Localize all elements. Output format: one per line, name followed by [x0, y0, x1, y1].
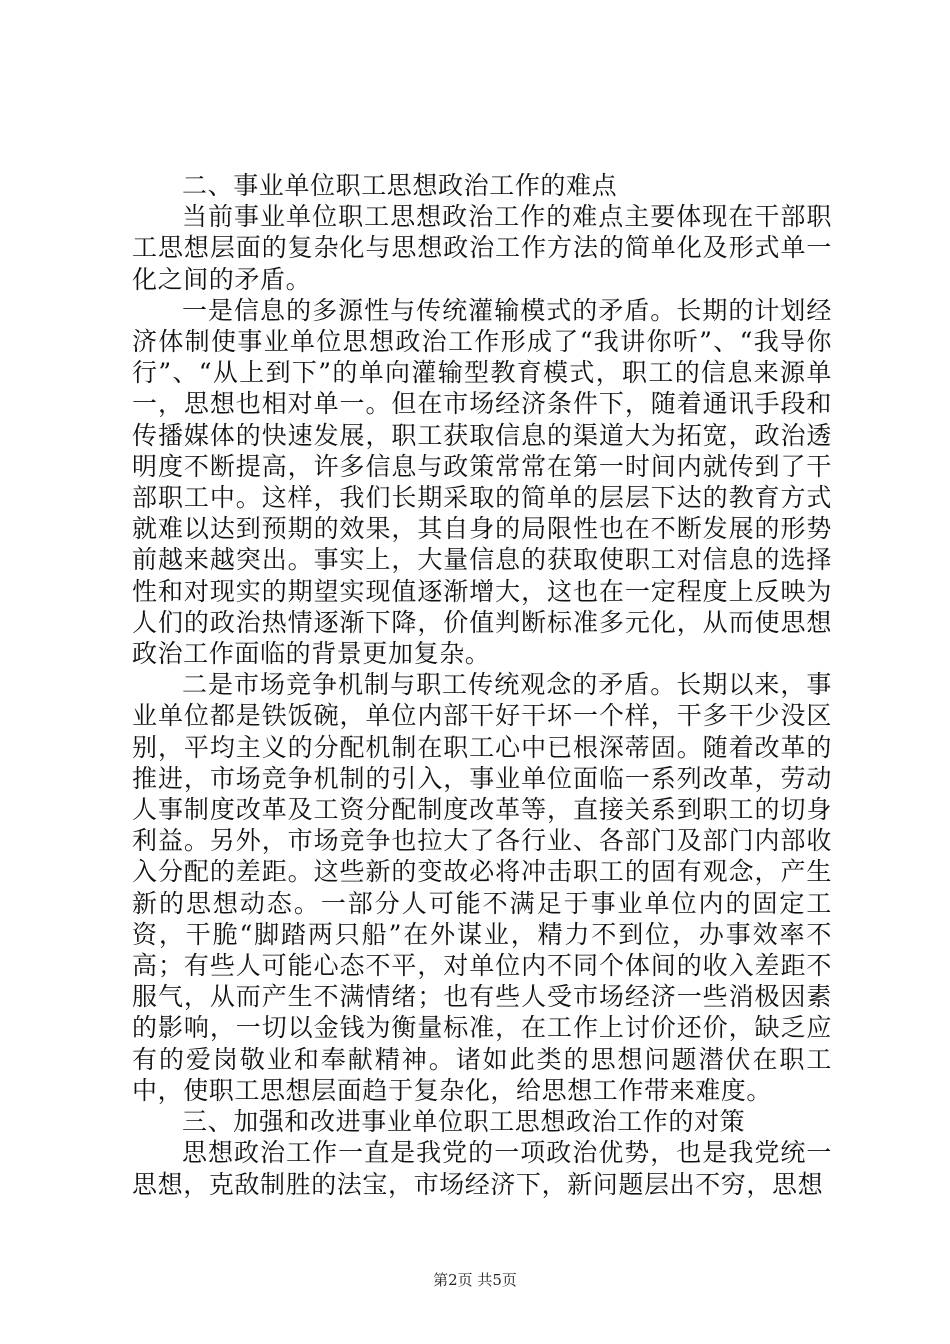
- paragraph-point-2: 二是市场竞争机制与职工传统观念的矛盾。长期以来，事业单位都是铁饭碗，单位内部干好干坏一个样，干多干少没区别，平均主义的分配机制在职工心中已根深蒂固。随着改革的推进，市场竞争机制的引入，事业单位面临一系列改革，劳动人事制度改革及工资分配制度改革等，直接关系到职工的切身利益。另外，市场竞争也拉大了各行业、各部门及部门内部收入分配的差距。这些新的变故必将冲击职工的固有观念，产生新的思想动态。一部分人可能不满足于事业单位内的固定工资，干脆“脚踏两只船”在外谋业，精力不到位，办事效率不高；有些人可能心态不平，对单位内不同个体间的收入差距不服气，从而产生不满情绪；也有些人受市场经济一些消极因素的影响，一切以金钱为衡量标准，在工作上讨价还价，缺乏应有的爱岗敬业和奉献精神。诸如此类的思想问题潜伏在职工中，使职工思想层面趋于复杂化，给思想工作带来难度。: [132, 670, 832, 1105]
- paragraph-intro: 当前事业单位职工思想政治工作的难点主要体现在干部职工思想层面的复杂化与思想政治工作方法的简单化及形式单一化之间的矛盾。: [132, 202, 832, 294]
- section-heading-3: 三、加强和改进事业单位职工思想政治工作的对策: [182, 1107, 746, 1137]
- paragraph-point-1: 一是信息的多源性与传统灌输模式的矛盾。长期的计划经济体制使事业单位思想政治工作形成了“我讲你听”、“我导你行”、“从上到下”的单向灌输型教育模式，职工的信息来源单一，思想也相对单一。但在市场经济条件下，随着通讯手段和传播媒体的快速发展，职工获取信息的渠道大为拓宽，政治透明度不断提高，许多信息与政策常常在第一时间内就传到了干部职工中。这样，我们长期采取的简单的层层下达的教育方式就难以达到预期的效果，其自身的局限性也在不断发展的形势前越来越突出。事实上，大量信息的获取使职工对信息的选择性和对现实的期望实现值逐渐增大，这也在一定程度上反映为人们的政治热情逐渐下降，价值判断标准多元化，从而使思想政治工作面临的背景更加复杂。: [132, 295, 832, 669]
- section-heading-2: 二、事业单位职工思想政治工作的难点: [182, 171, 618, 200]
- page-footer: 第2页 共5页: [433, 1271, 517, 1289]
- body-text: [132, 170, 832, 1200]
- paragraph-countermeasures: 思想政治工作一直是我党的一项政治优势，也是我党统一思想，克敌制胜的法宝，市场经济下，新问题层出不穷，思想: [132, 1138, 832, 1199]
